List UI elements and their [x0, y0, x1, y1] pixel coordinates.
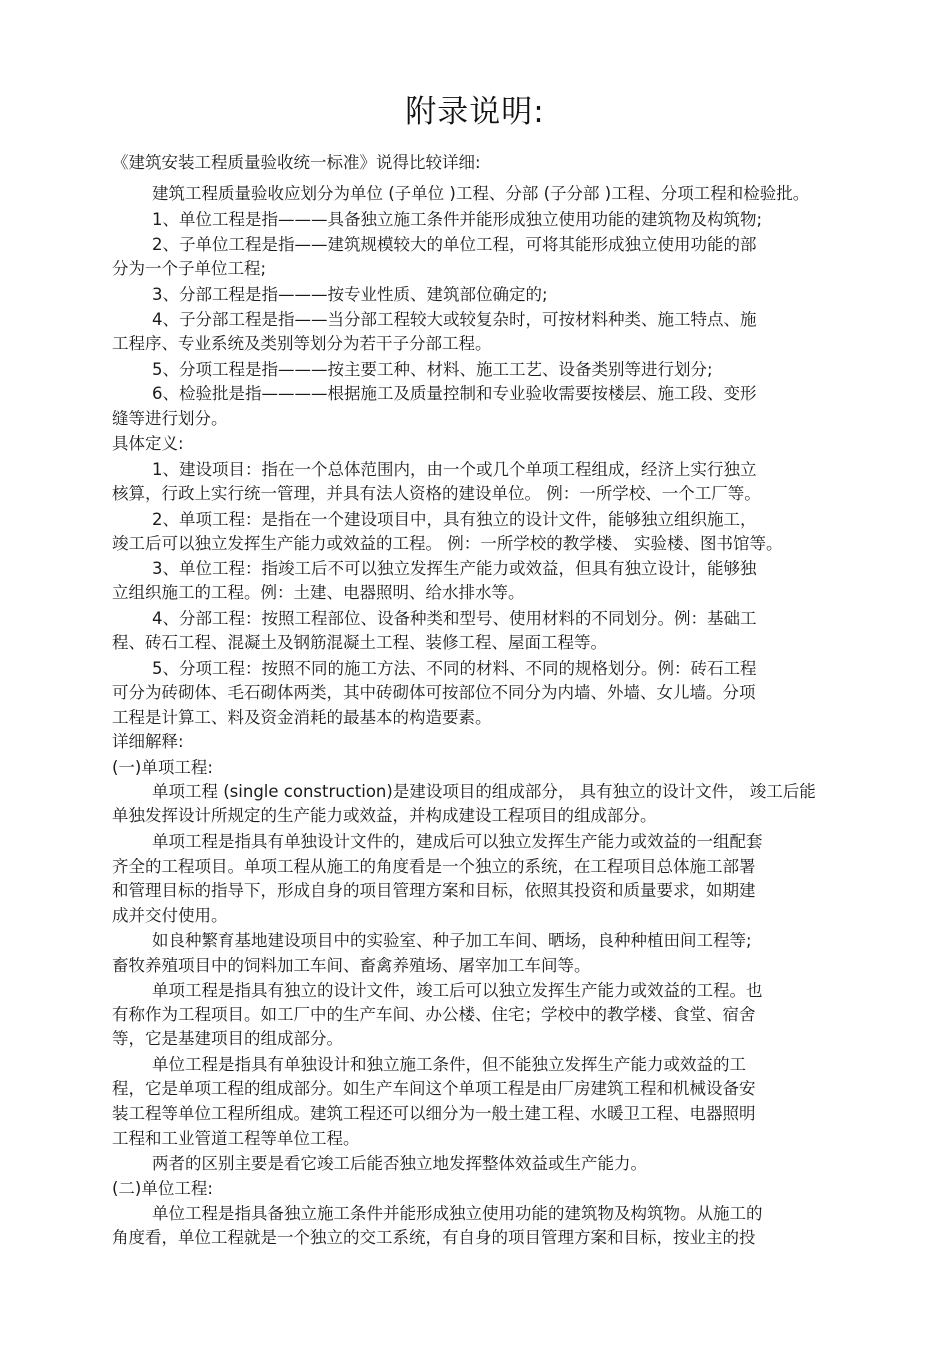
- text-line: 单独发挥设计所规定的生产能力或效益，并构成建设工程项目的组成部分。: [112, 806, 657, 825]
- page-title: 附录说明:: [405, 94, 545, 130]
- text-line: 5、分项工程：按照不同的施工方法、不同的材料、不同的规格划分。例：砖石工程: [152, 659, 757, 678]
- text-line: 单位工程是指具备独立施工条件并能形成独立使用功能的建筑物及构筑物。从施工的: [152, 1204, 763, 1223]
- text-line: 程，它是单项工程的组成部分。如生产车间这个单项工程是由厂房建筑工程和机械设备安: [112, 1079, 756, 1098]
- text-line: 3、分部工程是指———按专业性质、建筑部位确定的;: [152, 285, 548, 304]
- text-line: 分为一个子单位工程;: [112, 259, 267, 278]
- text-line: 等，它是基建项目的组成部分。: [112, 1029, 343, 1048]
- text-line: 6、检验批是指————根据施工及质量控制和专业验收需要按楼层、施工段、变形: [152, 384, 757, 403]
- text-line: 有称作为工程项目。如工厂中的生产车间、办公楼、住宅；学校中的教学楼、食堂、宿舍: [112, 1005, 756, 1024]
- text-line: 1、单位工程是指———具备独立施工条件并能形成独立使用功能的建筑物及构筑物;: [152, 210, 763, 229]
- text-line: 单项工程是指具有独立的设计文件，竣工后可以独立发挥生产能力或效益的工程。也: [152, 981, 763, 1000]
- text-line: 核算，行政上实行统一管理，并具有法人资格的建设单位。 例：一所学校、一个工厂等。: [112, 484, 761, 503]
- text-line: 装工程等单位工程所组成。建筑工程还可以细分为一般土建工程、水暖卫工程、电器照明: [112, 1104, 756, 1123]
- text-line: 立组织施工的工程。例：土建、电器照明、给水排水等。: [112, 583, 525, 602]
- text-line: 工程序、专业系统及类别等划分为若干子分部工程。: [112, 334, 492, 353]
- text-line: 2、单项工程：是指在一个建设项目中，具有独立的设计文件，能够独立组织施工，: [152, 510, 757, 529]
- text-line: 缝等进行划分。: [112, 409, 228, 428]
- text-line: 齐全的工程项目。单项工程从施工的角度看是一个独立的系统，在工程项目总体施工部署: [112, 857, 756, 876]
- text-line: 单项工程是指具有单独设计文件的，建成后可以独立发挥生产能力或效益的一组配套: [152, 832, 763, 851]
- text-line: 竣工后可以独立发挥生产能力或效益的工程。 例：一所学校的教学楼、 实验楼、图书馆等。: [112, 534, 783, 553]
- text-line: 程、砖石工程、混凝土及钢筋混凝土工程、装修工程、屋面工程等。: [112, 633, 607, 652]
- text-line: (二)单位工程:: [112, 1179, 213, 1198]
- text-line: 单位工程是指具有单独设计和独立施工条件，但不能独立发挥生产能力或效益的工: [152, 1055, 746, 1074]
- text-line: 如良种繁育基地建设项目中的实验室、种子加工车间、晒场，良种种植田间工程等;: [152, 931, 752, 950]
- text-line: 1、建设项目：指在一个总体范围内，由一个或几个单项工程组成，经济上实行独立: [152, 460, 757, 479]
- text-line: 4、子分部工程是指——当分部工程较大或较复杂时，可按材料种类、施工特点、施: [152, 310, 757, 329]
- text-line: 畜牧养殖项目中的饲料加工车间、畜禽养殖场、屠宰加工车间等。: [112, 956, 591, 975]
- text-line: 单项工程 (single construction)是建设项目的组成部分， 具有独立的设计文件， 竣工后能: [152, 782, 816, 801]
- text-line: 两者的区别主要是看它竣工后能否独立地发挥整体效益或生产能力。: [152, 1154, 647, 1173]
- text-line: 和管理目标的指导下，形成自身的项目管理方案和目标，依照其投资和质量要求，如期建: [112, 881, 756, 900]
- text-line: 2、子单位工程是指——建筑规模较大的单位工程，可将其能形成独立使用功能的部: [152, 235, 757, 254]
- text-line: 5、分项工程是指———按主要工种、材料、施工工艺、设备类别等进行划分;: [152, 360, 713, 379]
- text-line: 详细解释:: [112, 732, 184, 751]
- text-line: 工程是计算工、料及资金消耗的最基本的构造要素。: [112, 708, 492, 727]
- text-line: 具体定义:: [112, 434, 184, 453]
- text-line: 3、单位工程：指竣工后不可以独立发挥生产能力或效益，但具有独立设计，能够独: [152, 559, 757, 578]
- text-line: 成并交付使用。: [112, 906, 228, 925]
- text-line: 工程和工业管道工程等单位工程。: [112, 1129, 360, 1148]
- text-line: 角度看，单位工程就是一个独立的交工系统，有自身的项目管理方案和目标，按业主的投: [112, 1228, 756, 1247]
- text-line: 《建筑安装工程质量验收统一标准》说得比较详细:: [112, 153, 481, 172]
- text-line: 可分为砖砌体、毛石砌体两类，其中砖砌体可按部位不同分为内墙、外墙、女儿墙。分项: [112, 683, 756, 702]
- text-line: 4、分部工程：按照工程部位、设备种类和型号、使用材料的不同划分。例：基础工: [152, 609, 757, 628]
- text-line: 建筑工程质量验收应划分为单位 (子单位 )工程、分部 (子分部 )工程、分项工程和检验批。: [152, 184, 810, 203]
- text-line: (一)单项工程:: [112, 758, 213, 777]
